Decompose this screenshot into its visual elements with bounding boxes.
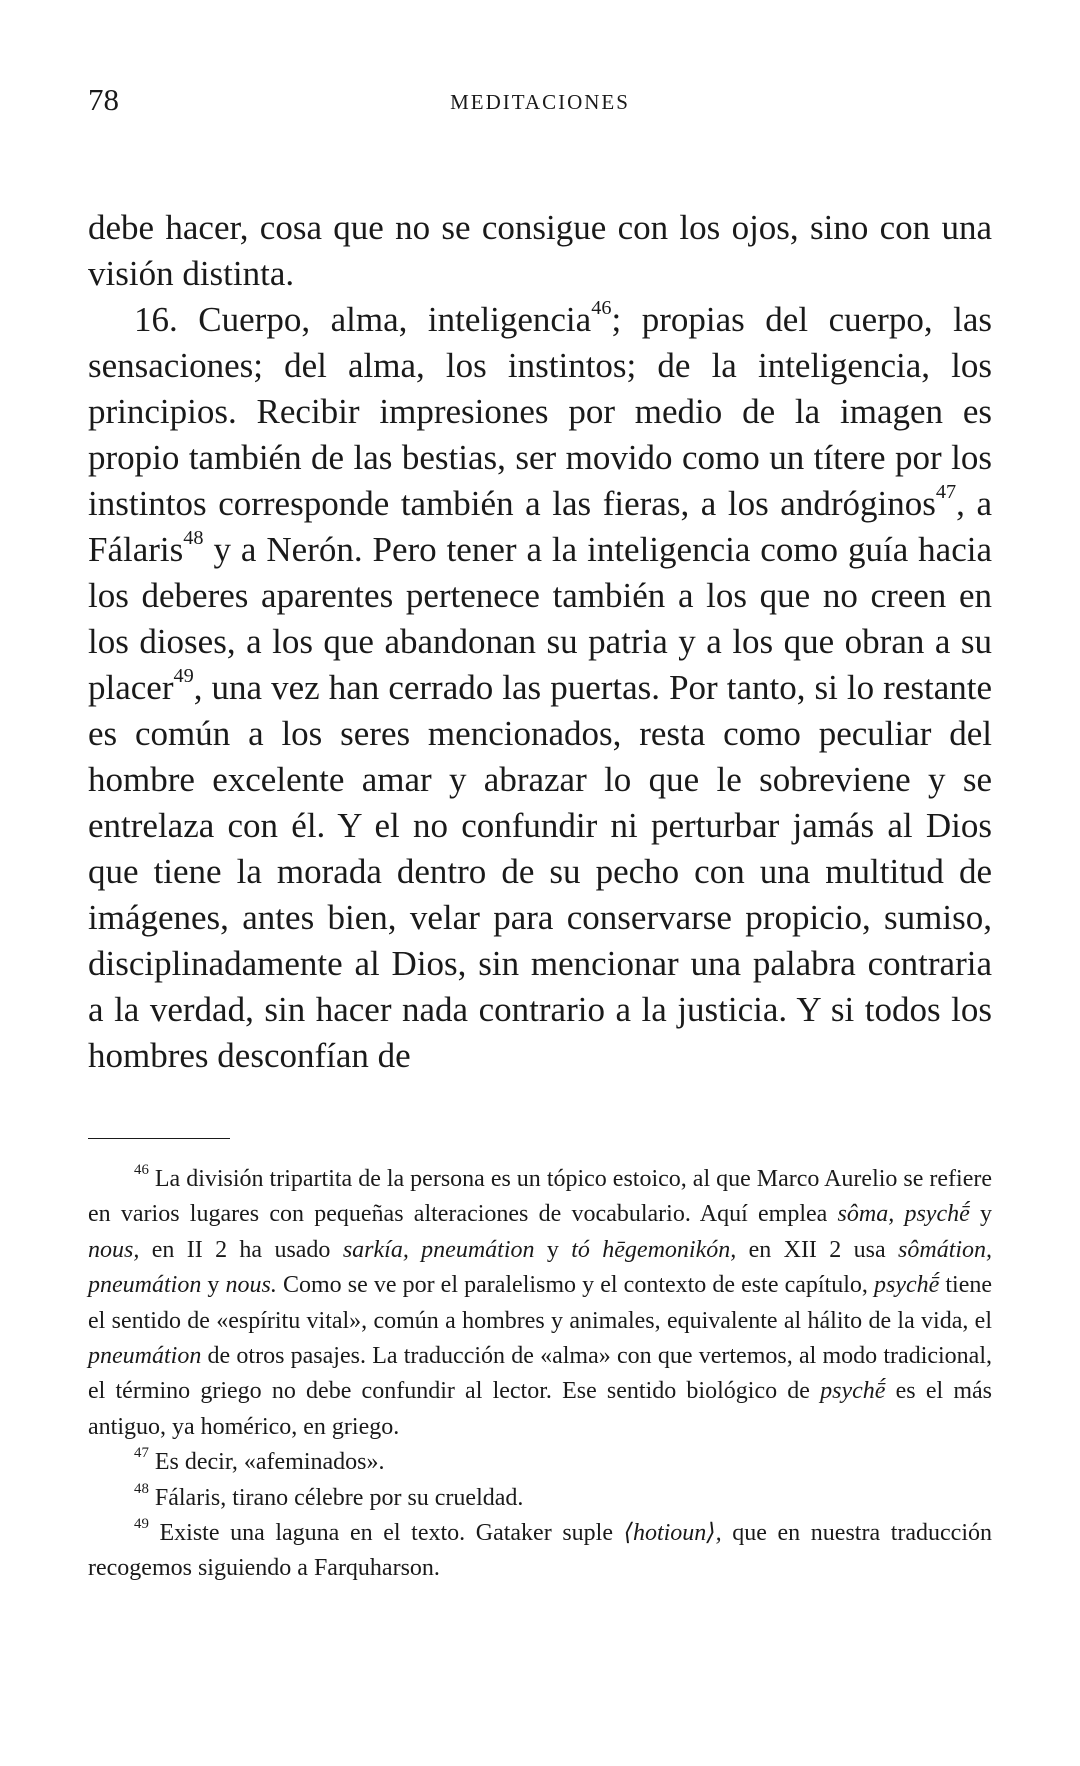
paragraph-16 — [88, 297, 992, 1079]
text-run: Es decir, «afeminados». — [154, 1449, 385, 1476]
footnote-number: 47 — [134, 1445, 149, 1462]
text-run: tiene el sentido de «espíritu vital», común a hombres y animales, equivalente al hálito de la vida, el — [88, 1272, 993, 1334]
greek-term: psychḗ — [820, 1378, 886, 1405]
footnote-number: 49 — [134, 1516, 149, 1533]
greek-term: sôma, psychḗ — [837, 1201, 970, 1228]
footnote-ref-49[interactable]: 49 — [173, 664, 194, 687]
text-run: y — [534, 1236, 572, 1263]
page-header — [88, 80, 992, 120]
main-text — [88, 205, 992, 1079]
footnote-48 — [88, 1481, 992, 1516]
footnote-47 — [88, 1445, 992, 1480]
footnote-ref-48[interactable]: 48 — [183, 526, 204, 549]
page-number: 78 — [88, 82, 119, 117]
text-run: La división tripartita de la persona es un tópico estoico, al que Marco Aurelio se refiere en varios lugares con pequeñas alteraciones de vocabulario. Aquí emplea — [88, 1166, 993, 1228]
greek-term: pneumátion — [88, 1343, 202, 1370]
text-run: y — [969, 1201, 993, 1228]
text-run: Existe una laguna en el texto. Gataker suple — [159, 1520, 624, 1547]
footnotes — [88, 1162, 992, 1587]
paragraph: debe hacer, cosa que no se consigue con los ojos, sino con una visión distinta. — [88, 208, 992, 293]
greek-term: nous, — [88, 1236, 140, 1263]
text-run: es el más antiguo, ya homérico, en griego. — [88, 1378, 992, 1440]
footnote-ref-46[interactable]: 46 — [591, 296, 612, 319]
footnote-number: 46 — [134, 1162, 149, 1179]
text-run: Fálaris, tirano célebre por su crueldad. — [154, 1484, 524, 1511]
text-run: que en nuestra traducción recogemos siguiendo a Farquharson. — [88, 1520, 993, 1582]
text-run: ; propias del cuerpo, las sensaciones; del alma, los instintos; de la inteligencia, los principios. Recibir impresiones por medio de la imagen es propio también de las bestias, ser movido como un títere por los instintos corresponde también a las fieras, a los andróginos — [88, 300, 993, 523]
text-run: de otros pasajes. La traducción de «alma» con que vertemos, al modo tradicional, el término griego no debe confundir al lector. Ese sentido biológico de — [88, 1343, 992, 1405]
text-run: 16. Cuerpo, alma, inteligencia — [134, 300, 592, 339]
greek-term: psychḗ — [873, 1272, 940, 1299]
text-run: y — [201, 1272, 226, 1299]
footnote-46 — [88, 1162, 992, 1445]
text-run: Como se ve por el paralelismo y el contexto de este capítulo, — [276, 1272, 874, 1299]
greek-term: sarkía, pneumátion — [342, 1236, 535, 1263]
text-run: en XII 2 usa — [736, 1236, 899, 1263]
text-run: , a Fálaris — [88, 484, 992, 569]
footnote-separator — [88, 1138, 230, 1139]
footnote-ref-47[interactable]: 47 — [935, 480, 957, 503]
text-run: y a Nerón. Pero tener a la inteligencia como guía hacia los deberes aparentes pertenece también a los que no creen en los dioses, a los que abandonan su patria y a los que obran a su placer — [88, 530, 992, 707]
greek-term: sômátion, pneumátion — [88, 1236, 993, 1299]
greek-term: tó hēgemonikón, — [571, 1236, 737, 1263]
text-run: en II 2 ha usado — [139, 1236, 343, 1263]
greek-term: nous. — [225, 1272, 277, 1299]
footnote-49 — [88, 1516, 992, 1587]
book-page — [88, 0, 992, 1766]
text-run: , una vez han cerrado las puertas. Por tanto, si lo restante es común a los seres mencionados, resta como peculiar del hombre excelente amar y abrazar lo que le sobreviene y se entrelaza con él. Y el no confundir ni perturbar jamás al Dios que tiene la morada dentro de su pecho con una multitud de imágenes, antes bien, velar para conservarse propicio, sumiso, disciplinadamente al Dios, sin mencionar una palabra contraria a la verdad, sin hacer nada contrario a la justicia. Y si todos los hombres desconfían de — [88, 668, 992, 1075]
greek-term: ⟨hotioun⟩, — [623, 1520, 722, 1547]
footnote-number: 48 — [134, 1480, 149, 1497]
running-head: MEDITACIONES — [450, 90, 630, 114]
